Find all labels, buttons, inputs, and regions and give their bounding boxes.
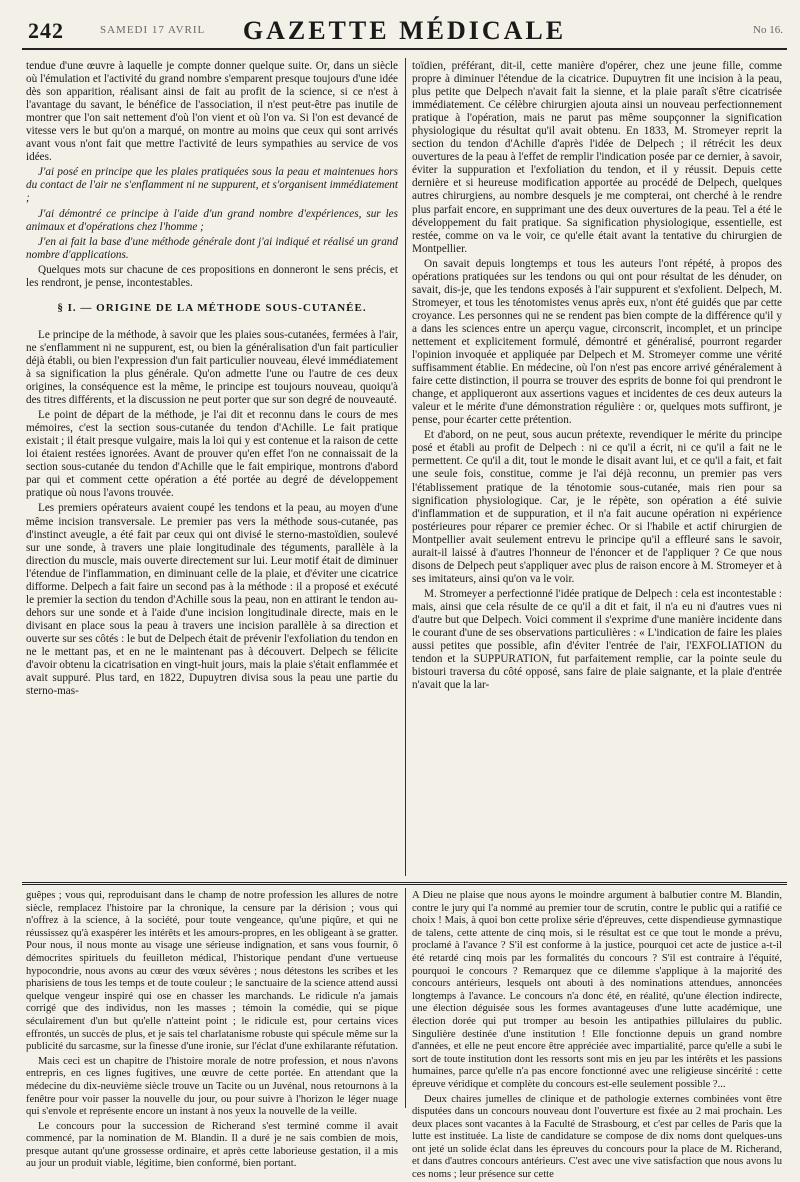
paragraph: tendue d'une œuvre à laquelle je compte donner quelque suite. Or, dans un siècle où l'émulation et l'activité du grand nombre s'emparent presque toujours d'une idée dès son apparition, réalisant ainsi de fait au profit de la science, si ce n'est à l'avantage du savant, le bénéfice de l'association, il n'est peut-être pas inutile de montrer que l'on sait nettement d'où l'on vient et où l'on va. Si l'on est devancé de vitesse vers le but qu'on a marqué, on montre au moins que ceux qui sont arrivés avant vous n'ont fait que mettre l'activité de leurs sympathies au service de vos idées. [26, 60, 398, 164]
paragraph: guêpes ; vous qui, reproduisant dans le champ de notre profession les allures de notre siècle, remplacez l'histoire par la chronique, la censure par la dérision ; vous qui n'offrez à la science, à la société, pour toute vengeance, qu'une piqûre, et qui ne réussissez qu'à exaspérer les intérêts et les amours-propres, en les obligeant à se gratter. Pour nous, il nous monte au visage une sérieuse indignation, et sans vous fournir, ô démocrites spirituels du feuilleton médical, l'historique pendant d'une vertueuse hypocondrie, nous avons au cœur des vœux sévères ; nous détestons les scribes et les pharisiens de tous les temps et de toute couleur ; le sanctuaire de la science attend aussi quelque vengeur inspiré qui ose en chasser les marchands. Le ridicule n'a jamais corrigé que des individus, non les masses ; témoin la comédie, qui se pique séculairement d'un but qu'elle n'atteint point ; le ridicule est, pour certains vices effrontés, un succès de plus, et je sais tel charlatanisme robuste qui spécule même sur la publicité du sarcasme, sur la finesse d'une ironie, sur l'éclat d'une exhilarante réfutation. [26, 890, 398, 1053]
section-heading: § I. — ORIGINE DE LA MÉTHODE SOUS-CUTANÉE. [57, 301, 367, 314]
issue-number: No 16. [753, 24, 783, 36]
column-divider [405, 58, 406, 876]
page-header [22, 14, 787, 50]
page-number: 242 [28, 18, 64, 43]
paragraph: M. Stromeyer a perfectionné l'idée pratique de Delpech : cela est incontestable : mais, ainsi que cela résulte de ce qu'il a dit et fait, il n'a eu ni d'autres vues ni d'autre but que Delpech. Voici comment il s'exprime d'une manière incidente dans le courant d'une de ses observations particulières : « L'indication de faire les plaies aussi petites que possible, afin d'éviter l'entrée de l'air, l'EXFOLIATION du tendon et la SUPPURATION, fut parfaitement remplie, car la pointe seule du bistouri traversa du côté opposé, sans faire de plaie saignante, et la plaie d'entrée n'avait que la lar- [412, 587, 782, 692]
column-divider [405, 888, 406, 1108]
feuilleton-divider [22, 882, 787, 885]
paragraph: Le concours pour la succession de Richerand s'est terminé comme il avait commencé, par la nomination de M. Blandin. Il a duré je ne sais combien de mois, presque autant qu'une grossesse ordinaire, et après cette laborieuse gestation, il a mis au jour un produit viable, légitime, bien conformé, bien portant. [26, 1120, 398, 1170]
paragraph: Les premiers opérateurs avaient coupé les tendons et la peau, au moyen d'une même incision transversale. Le premier pas vers la méthode sous-cutanée, pas d'instinct aveugle, a été fait par ceux qui ont divisé le sterno-mastoïdien, soulevé sur une sonde, à travers une plaie longitudinale des téguments, parallèle à la direction du muscle, mais ouverte directement sur lui. Leur motif était de diminuer l'étendue de l'inflammation, en diminuant celle de la plaie, et d'éviter une cicatrice difforme. Delpech a fait faire un second pas à la méthode : il a proposé et exécuté le premier la section du tendon d'Achille sous la peau, non en attirant le tendon au-dehors sur une sonde et à l'aide d'une incision longitudinale directe, mais en le divisant en place sous la peau à travers une incision parallèle à sa direction et ouverte sur ses côtés : le but de Delpech était de prévenir l'exfoliation du tendon en ne le mettant pas, et en ne le maintenant pas à découvert. Delpech se félicite d'avoir obtenu la cicatrisation en vingt-huit jours, mais la plaie s'était enflammée et avait suppuré. Plus tard, en 1822, Dupuytren divisa sous la peau une partie du sterno-mas- [26, 502, 399, 698]
paragraph: A Dieu ne plaise que nous ayons le moindre argument à balbutier contre M. Blandin, contre le jury qui l'a nommé au premier tour de scrutin, contre le public qui a ratifié ce choix ! Mais, à quoi bon cette prolixe série d'épreuves, cette dispendieuse gymnastique de talens, cette attente de cinq mois, si le résultat est ce que tout le monde a prévu, proclamé à l'avance ? S'il est conforme à la justice, pourquoi cet acte de justice a-t-il été retardé cinq mois par les formalités du concours ? S'il est contraire à l'équité, pourquoi le concours ? Remarquez que ce dilemme s'applique à la majorité des concours antérieurs, lesquels ont abouti à des nominations attendues, annoncées longtemps à l'avance. Le concours n'a donc été, en réalité, qu'une élection indirecte, une élection déguisée sous les formes avantageuses d'une lutte académique, une élection dorée qui put tromper au besoin les antipathies pillulaires du public. Singulière destinée d'une institution ! Elle fonctionne depuis un grand nombre d'années, et elle ne peut encore être appréciée avec impartialité, parce qu'elle a subi le sort de toute institution dont les ressorts sont mis en jeu par les intérêts et les passions humaines, parce qu'elle n'a pas encore fonctionné avec une religieuse sincérité : cette épreuve véridique et complète du concours est-elle seulement possible ?... [412, 890, 782, 1090]
paragraph: Deux chaires jumelles de clinique et de pathologie externes combinées vont être disputées dans un concours nouveau dont l'ouverture est fixée au 2 mai prochain. Les deux places sont vacantes à la Faculté de Strasbourg, et c'est par celles de Paris que la lutte est instituée. La liste de candidature se compose de dix noms dont quelques-uns ont jeté un solide éclat dans les épreuves du concours pour la place de M. Richerand, et dans d'autres concours antérieurs. C'est avec une vive satisfaction que nous avons lu ces noms ; leur présence sur cette [412, 1093, 782, 1181]
paragraph: Quelques mots sur chacune de ces propositions en donneront le sens précis, et les rendront, je pense, incontestables. [26, 263, 398, 289]
paragraph: Mais ceci est un chapitre de l'histoire morale de notre profession, et nous n'avons entrepris, en ces lignes fugitives, une œuvre de cette portée. En attendant que la médecine du dix-neuvième siècle trouve un Tacite ou un Juvénal, nous retournons à la fenêtre pour voir passer la nouvelle du jour, ou pour suivre à l'horizon le léger nuage qui s'envole et représente encore un instant à nos yeux la nouvelle de la veille. [26, 1055, 398, 1118]
paragraph: Et d'abord, on ne peut, sous aucun prétexte, revendiquer le mérite du principe posé et établi au profit de Delpech : ni ce qu'il a écrit, ni ce qu'il a fait ne le permettent. Ce qu'il a dit, tout le monde le disait avant lui, et ce qu'il a fait, et fait une seule fois, constitue, comme je l'ai déjà reconnu, un premier pas vers l'établissement pratique de la ténotomie sous-cutanée, mais rien pour sa signification physiologique. Car, je le répète, son opération a été suivie d'inflammation et de suppuration, et il n'a fait aucune opération ni expérience postérieures pour réparer ce premier échec. Or si l'habile et actif chirurgien de Montpellier avait seulement entrevu le principe qu'il a effleuré sans le savoir, aurait-il laissé à d'autres l'honneur de l'énoncer et de l'appliquer ? Ce que nous disons de Delpech peut s'appliquer avec plus de raison encore à M. Stromeyer et à ses imitateurs, ainsi qu'on va le voir. [412, 429, 782, 585]
paragraph: Le point de départ de la méthode, je l'ai dit et reconnu dans le cours de mes mémoires, c'est la section sous-cutanée du tendon d'Achille. Le fait pratique existait ; il était presque vulgaire, mais la loi qui y est contenue et la raison de cette loi étaient restées ignorées. Avant de prouver qu'en effet l'on ne connaissait de la section sous-cutanée du tendon d'Achille que le fait empirique, montrons d'abord par qui et comment cette opération a été portée au degré de développement pratique où nous l'avons trouvée. [26, 409, 398, 500]
paragraph: J'ai démontré ce principe à l'aide d'un grand nombre d'expériences, sur les animaux et d'opérations chez l'homme ; [26, 207, 398, 233]
masthead-title: GAZETTE MÉDICALE [242, 16, 567, 45]
article-column-1 [26, 60, 398, 878]
feuilleton-column-2 [412, 890, 782, 1181]
paragraph: toïdien, préférant, dit-il, cette manière d'opérer, chez une jeune fille, comme propre à diminuer l'étendue de la cicatrice. Dupuytren fit une incision à la peau, plus petite que Delpech n'avait fait la sienne, et la plaie paraît s'être cicatrisée immédiatement. Ce célèbre chirurgien ajouta ainsi un nouveau perfectionnement pratique à l'opération, mais ne parut pas même soupçonner la signification physiologique du résultat qu'il avait obtenu. En 1833, M. Stromeyer reprit la section du tendon d'Achille d'après l'idée de Delpech ; il rétrécit les deux ouvertures de la peau à l'effet de remplir l'indication posée par ce dernier, à savoir, éviter la suppuration et l'exfoliation du tendon, et il y réussit. Depuis cette dernière et si heureuse modification apportée au procédé de Delpech, quelques autres chirurgiens, au nombre desquels je me compterai, ont cherché à le rendre plus parfait encore, en supprimant une des deux ouvertures de la peau. Tel a été le développement du fait pratique. Sa signification physiologique, essentielle, est restée, comme on va le voir, ce qu'elle était avant la tentative du chirurgien de Montpellier. [412, 60, 782, 255]
paragraph: J'en ai fait la base d'une méthode générale dont j'ai indiqué et réalisé un grand nombre d'applications. [26, 235, 398, 261]
article-column-2 [412, 60, 782, 878]
paragraph: On savait depuis longtemps et tous les auteurs l'ont répété, à propos des opérations pratiquées sur les tendons ou qui ont pour résultat de les dénuder, on savait, dis-je, que les tendons exposés à l'air suppurent et s'exfolient. Delpech, M. Stromeyer, et tous les ténotomistes venus après eux, n'ont été guidés que par cette croyance. Les personnes qui ne se rendent pas bien compte de la différence qu'il y a dans les sciences entre un aperçu vague, circonscrit, incomplet, et un principe nettement et explicitement formulé, démontré et généralisé, pourront regarder l'opinion invoquée et appliquée par Delpech et M. Stromeyer comme une vérité suffisamment établie. En médecine, où l'on n'est pas encore arrivé généralement à faire cette distinction, il pourra se trouver des esprits de bonne foi qui prendront le change, et appliqueront aux assertions vagues et incidentes de ces deux auteurs la valeur et le mérite d'une démonstration régulière : or, quelques mots suffiront, je pense, pour écarter cette prétention. [412, 257, 782, 427]
paragraph: J'ai posé en principe que les plaies pratiquées sous la peau et maintenues hors du contact de l'air ne s'enflamment ni ne suppurent, et s'organisent immédiatement ; [26, 166, 398, 205]
paragraph: Le principe de la méthode, à savoir que les plaies sous-cutanées, fermées à l'air, ne s'enflamment ni ne suppurent, est, ou bien la généralisation d'un fait particulier déjà établi, ou bien l'expression d'un fait particulier nouveau, élevé immédiatement à sa signification la plus générale. Qu'on admette l'une ou l'autre de ces deux origines, la conséquence est la même, le principe est toujours nouveau, quoiqu'à des titres différents, et la discussion ne peut porter que sur son degré de nouveauté. [26, 328, 398, 407]
feuilleton-column-1 [26, 890, 398, 1170]
issue-date: SAMEDI 17 AVRIL [100, 24, 206, 36]
